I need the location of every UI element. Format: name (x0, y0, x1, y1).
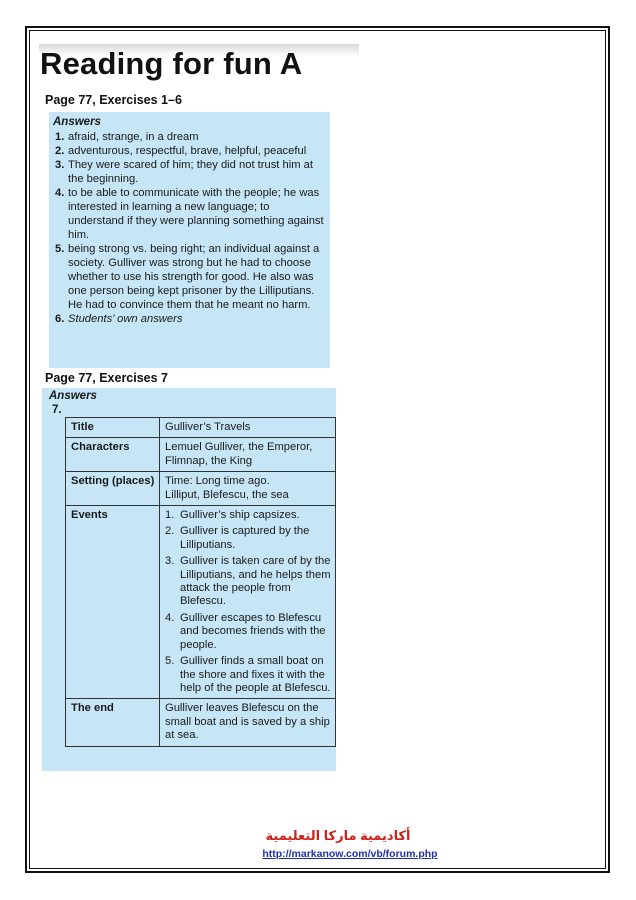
row-label: Events (66, 506, 160, 699)
section2-heading: Page 77, Exercises 7 (45, 371, 169, 385)
events-list (165, 509, 331, 695)
row-value: Lemuel Gulliver, the Emperor, Flimnap, the King (160, 438, 336, 472)
answers-box-1 (49, 112, 330, 368)
story-table (65, 417, 336, 747)
list-item: 5. being strong vs. being right; an individual against a society. Gulliver was strong but he had to choose whether to use his strength for good. He also was one person being kept prisoner by the Lilliputians. He had to convince them that he meant no harm. (55, 243, 320, 311)
row-value: Time: Long time ago. Lilliput, Blefescu, the sea (160, 472, 336, 506)
section1-heading: Page 77, Exercises 1–6 (45, 93, 182, 107)
list-item: 2. Gulliver is captured by the Lilliputians. (165, 525, 310, 551)
answers-label-1: Answers (53, 116, 101, 128)
row-label: Characters (66, 438, 160, 472)
row-label: Title (66, 418, 160, 438)
footer-academy-name: أكاديمية ماركا التعليمية (265, 828, 411, 843)
list-item: 4. Gulliver escapes to Blefescu and becomes friends with the people. (165, 611, 326, 651)
list-item: 5. Gulliver finds a small boat on the shore and fixes it with the help of the people at Blefescu. (165, 655, 331, 694)
table-row (66, 418, 336, 438)
list-item: 3. Gulliver is taken care of by the Lilliputians, and he helps them attack the people from Blefescu. (165, 555, 331, 608)
row-value: Gulliver leaves Blefescu on the small boat and is saved by a ship at sea. (160, 699, 336, 746)
table-row (66, 506, 336, 699)
list-item: 2. adventurous, respectful, brave, helpful, peaceful (55, 145, 307, 157)
list-item: 1. afraid, strange, in a dream (55, 131, 199, 143)
footer-forum-link[interactable]: http://markanow.com/vb/forum.php (262, 848, 438, 860)
list-item: 4. to be able to communicate with the people; he was interested in learning a new language; to understand if they were planning something against him. (55, 187, 324, 241)
list-item: 3. They were scared of him; they did not trust him at the beginning. (55, 159, 313, 185)
page-title: Reading for fun A (40, 46, 303, 81)
row-label: Setting (places) (66, 472, 160, 506)
table-row (66, 472, 336, 506)
list-item: 6. Students’ own answers (55, 313, 183, 325)
table-row (66, 438, 336, 472)
answers-box-2 (42, 388, 336, 771)
answers-list (53, 130, 324, 326)
answers-label-2: Answers (49, 390, 97, 402)
table-row (66, 699, 336, 746)
list-item: 1. Gulliver’s ship capsizes. (165, 509, 300, 522)
question-number: 7. (52, 404, 62, 416)
row-value (160, 506, 336, 699)
row-label: The end (66, 699, 160, 746)
row-value: Gulliver’s Travels (160, 418, 336, 438)
